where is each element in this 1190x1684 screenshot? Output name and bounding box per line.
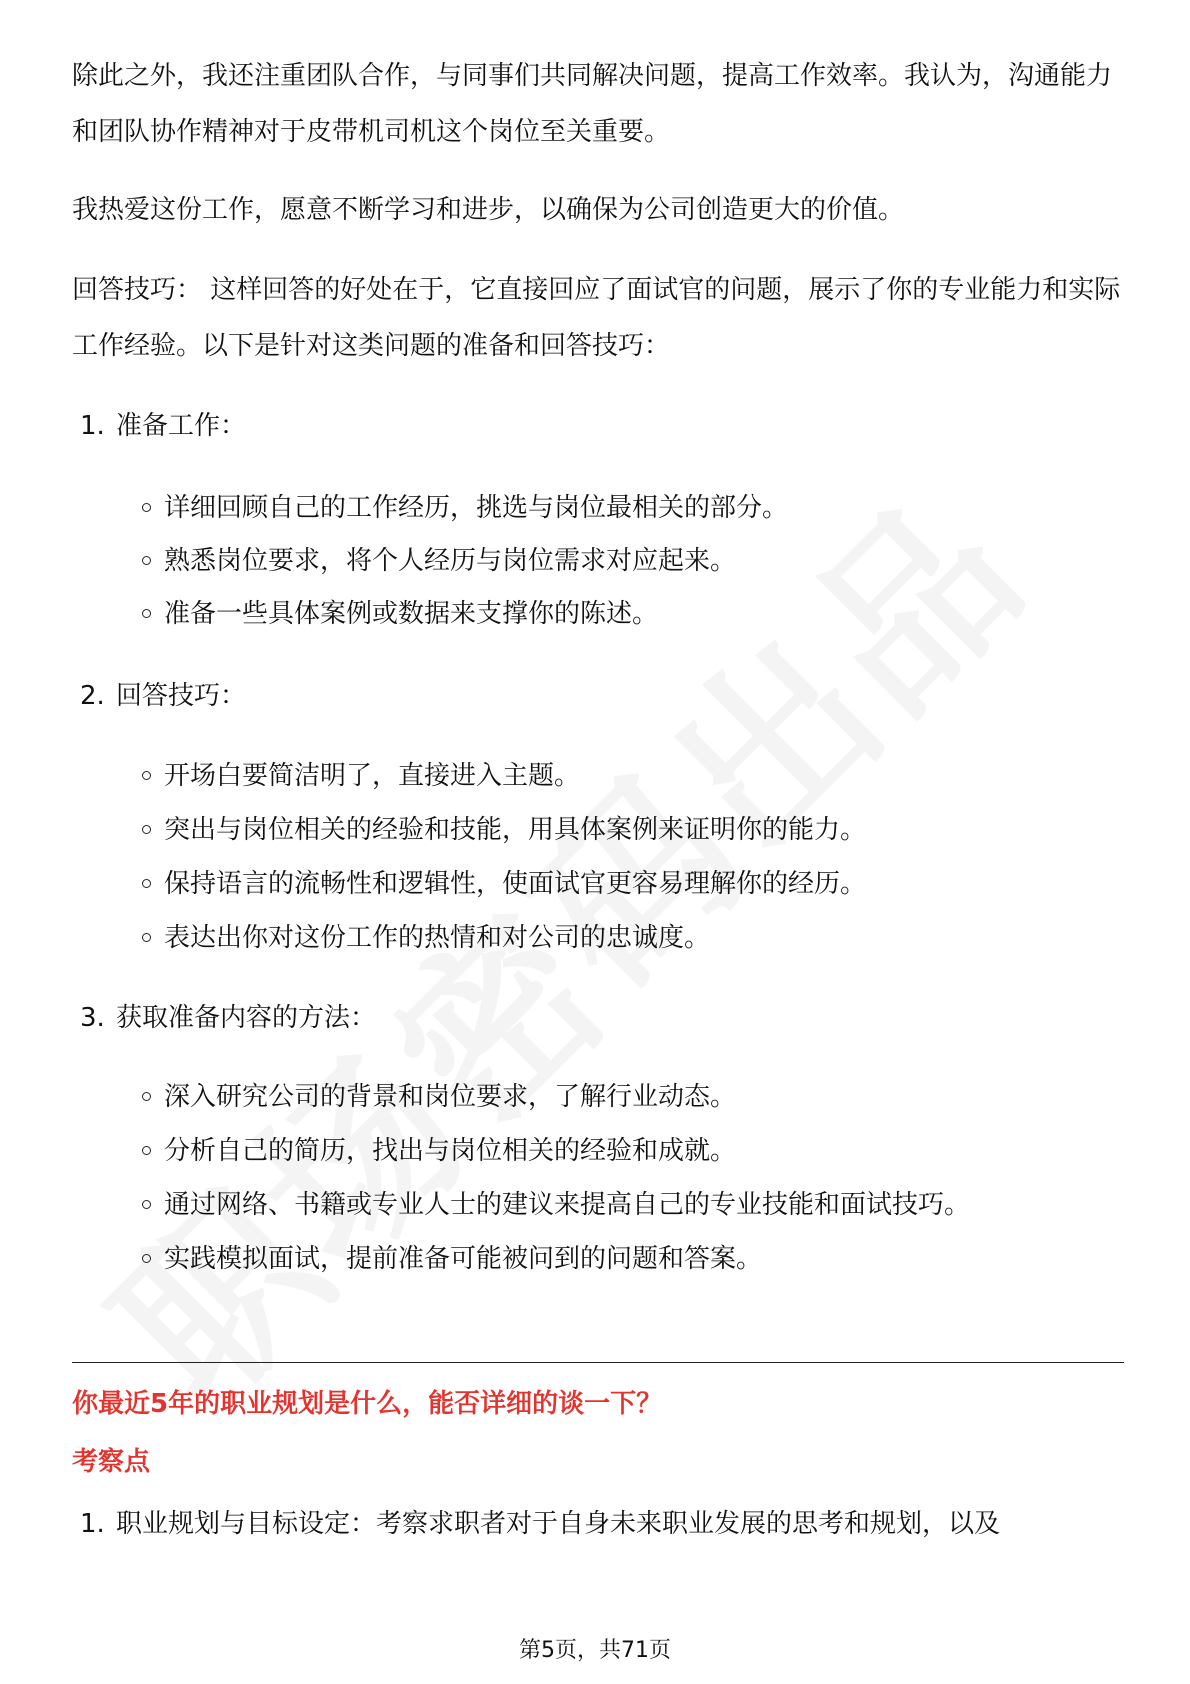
list-item: 深入研究公司的背景和岗位要求，了解行业动态。 <box>164 1077 736 1117</box>
bullet-icon <box>142 1092 151 1101</box>
bullet-icon <box>142 933 151 942</box>
list-item: 保持语言的流畅性和逻辑性，使面试官更容易理解你的经历。 <box>164 864 866 904</box>
subheading: 考察点 <box>72 1447 151 1477</box>
list-item: 实践模拟面试，提前准备可能被问到的问题和答案。 <box>164 1239 762 1279</box>
paragraph-passion: 我热爱这份工作，愿意不断学习和进步，以确保为公司创造更大的价值。 <box>72 195 905 225</box>
section-3-number: 3. <box>80 1003 105 1033</box>
list-item: 分析自己的简历，找出与岗位相关的经验和成就。 <box>164 1131 736 1171</box>
bullet-icon <box>142 825 151 834</box>
list-item: 详细回顾自己的工作经历，挑选与岗位最相关的部分。 <box>164 488 788 528</box>
question-heading: 你最近5年的职业规划是什么，能否详细的谈一下？ <box>72 1389 663 1419</box>
bullet-icon <box>142 503 151 512</box>
section-2-number: 2. <box>80 681 105 711</box>
section-2-title: 回答技巧： <box>116 681 247 711</box>
list-item: 开场白要简洁明了，直接进入主题。 <box>164 756 580 796</box>
page-footer: 第5页，共71页 <box>519 1638 671 1663</box>
bullet-icon <box>142 609 151 618</box>
next-item-text: 职业规划与目标设定：考察求职者对于自身未来职业发展的思考和规划，以及 <box>116 1509 1001 1539</box>
section-1-number: 1. <box>80 411 105 441</box>
list-item: 表达出你对这份工作的热情和对公司的忠诚度。 <box>164 918 710 958</box>
section-3-title: 获取准备内容的方法： <box>116 1003 377 1033</box>
list-item: 突出与岗位相关的经验和技能，用具体案例来证明你的能力。 <box>164 810 866 850</box>
bullet-icon <box>142 1146 151 1155</box>
paragraph-answer-tips: 回答技巧： 这样回答的好处在于，它直接回应了面试官的问题，展示了你的专业能力和实际工作经验。以下是针对这类问题的准备和回答技巧： <box>72 275 1121 361</box>
section-1-title: 准备工作： <box>116 411 247 441</box>
bullet-icon <box>142 1200 151 1209</box>
bullet-icon <box>142 771 151 780</box>
section-divider <box>72 1362 1124 1363</box>
bullet-icon <box>142 1254 151 1263</box>
list-item: 通过网络、书籍或专业人士的建议来提高自己的专业技能和面试技巧。 <box>164 1185 970 1225</box>
next-item-number: 1. <box>80 1509 105 1539</box>
list-item: 准备一些具体案例或数据来支撑你的陈述。 <box>164 594 658 634</box>
bullet-icon <box>142 879 151 888</box>
bullet-icon <box>142 556 151 565</box>
list-item: 熟悉岗位要求，将个人经历与岗位需求对应起来。 <box>164 541 736 581</box>
paragraph-teamwork: 除此之外，我还注重团队合作，与同事们共同解决问题，提高工作效率。我认为，沟通能力和团队协作精神对于皮带机司机这个岗位至关重要。 <box>72 61 1113 147</box>
